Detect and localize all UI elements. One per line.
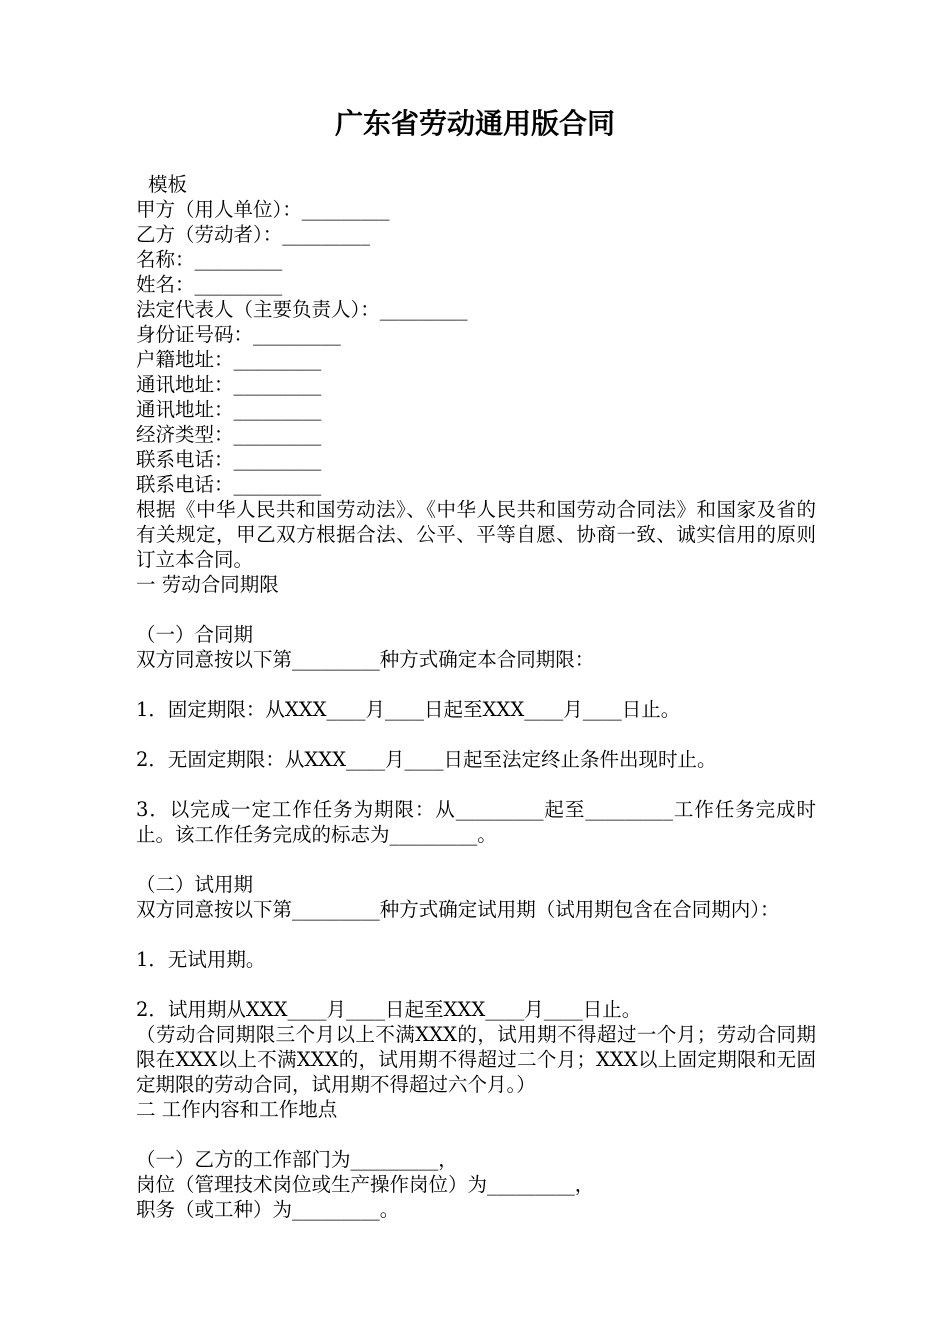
document-line: 职务（或工种）为_________。 <box>136 1198 400 1221</box>
blank-line <box>136 772 816 797</box>
document-line: 身份证号码：_________ <box>136 323 341 346</box>
document-line: 双方同意按以下第_________种方式确定试用期（试用期包含在合同期内）： <box>136 898 780 921</box>
blank-line <box>136 922 816 947</box>
document-line: （一）乙方的工作部门为_________， <box>136 1148 458 1171</box>
document-line: 名称：_________ <box>136 248 283 271</box>
document-line: 甲方（用人单位）：_________ <box>136 198 390 221</box>
document-line: 2．无固定期限：从XXX____月____日起至法定终止条件出现时止。 <box>136 748 717 771</box>
document-line: 双方同意按以下第_________种方式确定本合同期限： <box>136 648 595 671</box>
document-line: 二 工作内容和工作地点 <box>136 1098 338 1121</box>
document-line: 乙方（劳动者）：_________ <box>136 223 371 246</box>
blank-line <box>136 597 816 622</box>
document-line: 2．试用期从XXX____月____日起至XXX____月____日止。 <box>136 998 642 1021</box>
document-line: 法定代表人（主要负责人）：_________ <box>136 298 468 321</box>
blank-line <box>136 1122 816 1147</box>
document-line: （一）合同期 <box>136 623 254 646</box>
document-body <box>136 172 816 1222</box>
document-line: （劳动合同期限三个月以上不满XXX的，试用期不得超过一个月；劳动合同期限在XXX以上不满XXX的，试用期不得超过二个月；XXX以上固定期限和无固定期限的劳动合同，试用期不得超过六个月。） <box>136 1023 816 1096</box>
document-line: 通讯地址：_________ <box>136 398 322 421</box>
blank-line <box>136 847 816 872</box>
document-line: 1．固定期限：从XXX____月____日起至XXX____月____日止。 <box>136 698 681 721</box>
document-line: 模板 <box>148 173 188 196</box>
document-line: 姓名：_________ <box>136 273 283 296</box>
document-line: 联系电话：_________ <box>136 448 322 471</box>
document-line: 一 劳动合同期限 <box>136 573 279 596</box>
document-line: 根据《中华人民共和国劳动法》、《中华人民共和国劳动合同法》和国家及省的有关规定，甲乙双方根据合法、公平、平等自愿、协商一致、诚实信用的原则订立本合同。 <box>136 498 816 571</box>
document-line: 户籍地址：_________ <box>136 348 322 371</box>
document-line: 岗位（管理技术岗位或生产操作岗位）为_________， <box>136 1173 595 1196</box>
blank-line <box>136 722 816 747</box>
document-line: 1．无试用期。 <box>136 948 266 971</box>
document-line: 通讯地址：_________ <box>136 373 322 396</box>
document-line: 3．以完成一定工作任务为期限：从_________起至_________工作任务完成时止。该工作任务完成的标志为_________。 <box>136 798 816 846</box>
blank-line <box>136 672 816 697</box>
document-line: 经济类型：_________ <box>136 423 322 446</box>
document-line: 联系电话：_________ <box>136 473 322 496</box>
blank-line <box>136 972 816 997</box>
document-line: （二）试用期 <box>136 873 254 896</box>
document-title: 广东省劳动通用版合同 <box>334 107 615 140</box>
